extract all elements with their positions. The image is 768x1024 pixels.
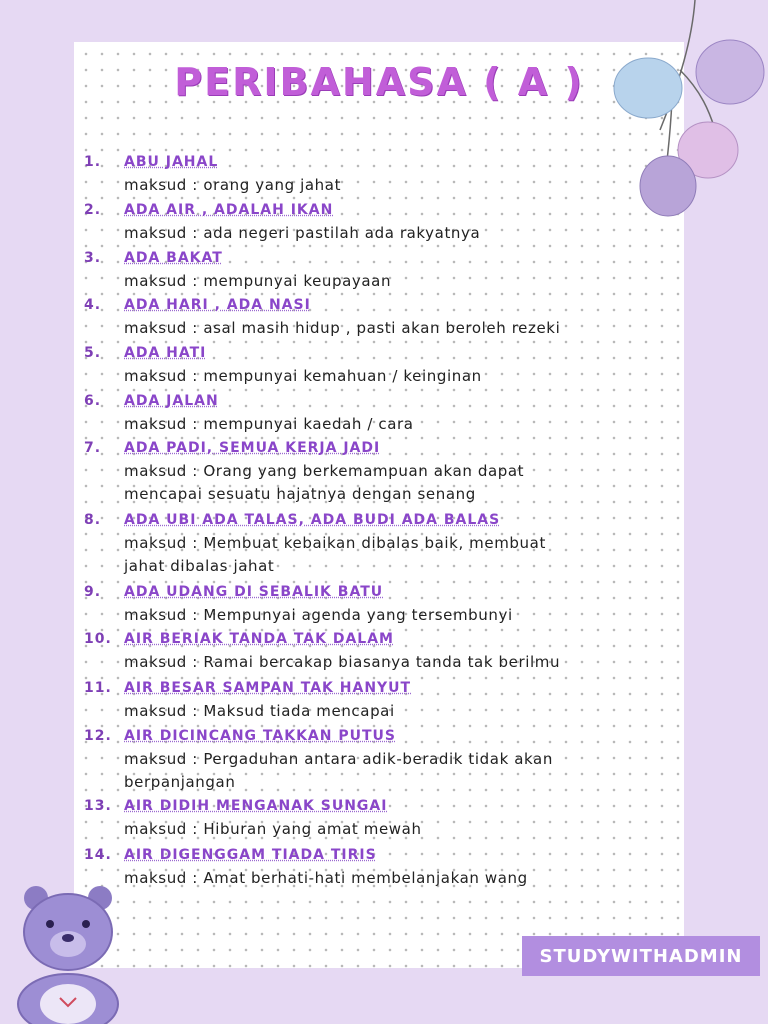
proverb-meaning: maksud : asal masih hidup , pasti akan beroleh rezeki <box>124 319 561 337</box>
item-number: 4. <box>84 297 102 313</box>
proverb-meaning: maksud : Orang yang berkemampuan akan dapat <box>124 462 525 480</box>
item-number: 2. <box>84 202 102 218</box>
item-number: 3. <box>84 250 102 266</box>
item-number: 1. <box>84 154 102 170</box>
proverb-name: ADA AIR , ADALAH IKAN <box>124 202 334 218</box>
proverb-name: ADA PADI, SEMUA KERJA JADI <box>124 440 381 456</box>
proverb-name: ABU JAHAL <box>124 154 219 170</box>
item-number: 13. <box>84 798 112 814</box>
proverb-meaning: maksud : ada negeri pastilah ada rakyatnya <box>124 224 481 242</box>
proverb-meaning: maksud : Mempunyai agenda yang tersembunyi <box>124 606 513 624</box>
proverb-meaning: maksud : mempunyai keupayaan <box>124 272 392 290</box>
page-title: PERIBAHASA ( A ) <box>174 60 584 104</box>
item-number: 11. <box>84 680 112 696</box>
proverb-name: AIR DIGENGGAM TIADA TIRIS <box>124 847 377 863</box>
proverb-meaning: berpanjangan <box>124 773 236 791</box>
proverb-meaning: jahat dibalas jahat <box>124 557 275 575</box>
proverb-meaning: maksud : mempunyai kaedah / cara <box>124 415 414 433</box>
proverb-name: ADA UDANG DI SEBALIK BATU <box>124 584 384 600</box>
item-number: 14. <box>84 847 112 863</box>
proverb-name: ADA HATI <box>124 345 207 361</box>
proverb-meaning: maksud : Membuat kebaikan dibalas baik, membuat <box>124 534 546 552</box>
proverb-name: ADA HARI , ADA NASI <box>124 297 311 313</box>
brand-badge: STUDYWITHADMIN <box>522 936 760 976</box>
item-number: 5. <box>84 345 102 361</box>
item-number: 8. <box>84 512 102 528</box>
proverb-meaning: maksud : Maksud tiada mencapai <box>124 702 395 720</box>
proverb-meaning: maksud : Pergaduhan antara adik-beradik tidak akan <box>124 750 553 768</box>
proverb-meaning: mencapai sesuatu hajatnya dengan senang <box>124 485 476 503</box>
item-number: 12. <box>84 728 112 744</box>
proverb-name: ADA JALAN <box>124 393 219 409</box>
proverb-meaning: maksud : mempunyai kemahuan / keinginan <box>124 367 482 385</box>
item-number: 10. <box>84 631 112 647</box>
proverb-name: AIR BESAR SAMPAN TAK HANYUT <box>124 680 412 696</box>
proverb-name: AIR BERIAK TANDA TAK DALAM <box>124 631 394 647</box>
proverb-name: ADA UBI ADA TALAS, ADA BUDI ADA BALAS <box>124 512 501 528</box>
proverb-name: ADA BAKAT <box>124 250 223 266</box>
proverb-name: AIR DICINCANG TAKKAN PUTUS <box>124 728 396 744</box>
item-number: 7. <box>84 440 102 456</box>
item-number: 6. <box>84 393 102 409</box>
proverb-meaning: maksud : Amat berhati-hati membelanjakan wang <box>124 869 528 887</box>
proverb-meaning: maksud : Hiburan yang amat mewah <box>124 820 422 838</box>
item-number: 9. <box>84 584 102 600</box>
proverb-meaning: maksud : Ramai bercakap biasanya tanda tak berilmu <box>124 653 561 671</box>
proverb-name: AIR DIDIH MENGANAK SUNGAI <box>124 798 388 814</box>
proverb-meaning: maksud : orang yang jahat <box>124 176 342 194</box>
